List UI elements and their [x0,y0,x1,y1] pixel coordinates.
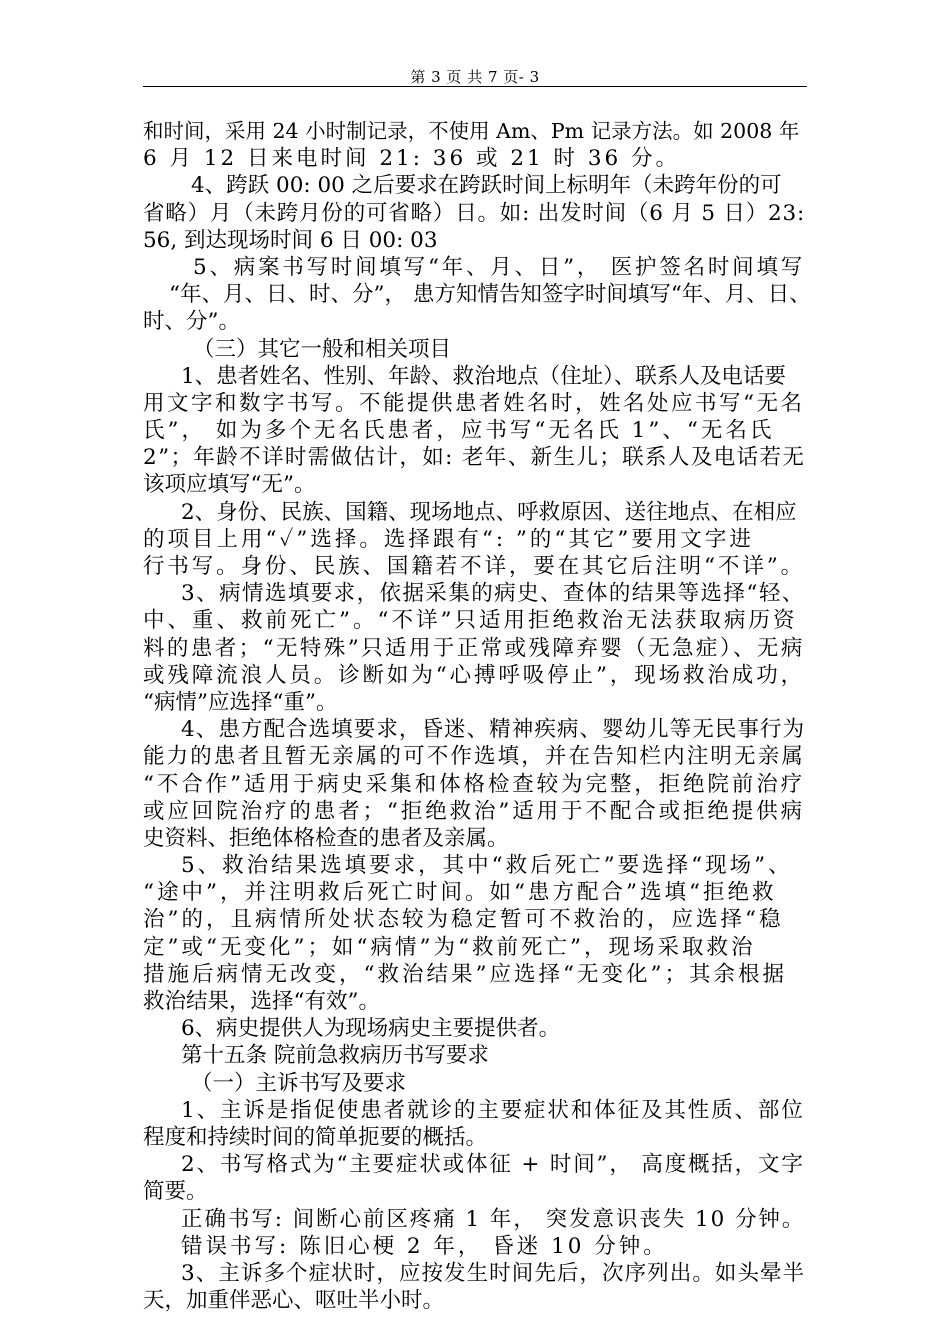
text-line: 3、主诉多个症状时，应按发生时间先后，次序列出。如头晕半 [181,1260,806,1286]
text-line: （一）主诉书写及要求 [191,1070,407,1096]
text-line: 治”的，且病情所处状态较为稳定暂可不救治的，应选择“稳 [143,907,784,933]
text-line: 正确书写: 间断心前区疼痛 1 年， 突发意识丧失 10 分钟。 [181,1206,806,1232]
text-line: 的项目上用“✓”选择。选择跟有“: ”的“其它”要用文字进 [143,526,754,552]
text-line: 简要。 [143,1179,208,1205]
text-line: 1、主诉是指促使患者就诊的主要症状和体征及其性质、部位 [181,1097,805,1123]
text-line: 用文字和数字书写。不能提供患者姓名时，姓名处应书写“无名 [143,390,805,416]
text-line: 定”或“无变化”；如“病情”为“救前死亡”，现场采取救治 [143,934,756,960]
text-line: “年、月、日、时、分”， 患方知情告知签字时间填写“年、月、日、 [169,282,811,308]
text-line: 或应回院治疗的患者；“拒绝救治”适用于不配合或拒绝提供病 [143,798,805,824]
text-line: 2、书写格式为“主要症状或体征 + 时间”， 高度概括，文字 [181,1152,805,1178]
text-line: 2”；年龄不详时需做估计，如: 老年、新生儿；联系人及电话若无 [143,445,806,471]
text-line: 或残障流浪人员。诊断如为“心搏呼吸停止”，现场救治成功， [143,662,805,688]
text-line: 6、病史提供人为现场病史主要提供者。 [181,1016,561,1042]
text-line: 第十五条 院前急救病历书写要求 [181,1043,489,1069]
text-line: 6 月 12 日来电时间 21: 36 或 21 时 36 分。 [143,146,681,172]
header-rule [143,86,807,87]
text-line: 料的患者；“无特殊”只适用于正常或残障弃婴（无急症）、无病 [143,635,805,661]
text-line: “病情”应选择“重”。 [143,689,338,715]
document-body [143,118,811,1314]
text-line: 时、分”。 [143,309,240,335]
text-line: 56, 到达现场时间 6 日 00: 03 [143,227,438,253]
text-line: 行书写。身份、民族、国籍若不详，要在其它后注明“不详”。 [143,554,805,579]
text-line: 能力的患者且暂无亲属的可不作选填，并在告知栏内注明无亲属 [143,744,806,770]
text-line: “不合作”适用于病史采集和体格检查较为完整，拒绝院前治疗 [143,771,805,797]
text-line: “途中”，并注明救后死亡时间。如“患方配合”选填“拒绝救 [143,880,777,906]
text-line: 救治结果，选择“有效”。 [143,989,380,1014]
page-number-header: 第 3 页 共 7 页- 3 [410,68,540,86]
text-line: 该项应填写“无”。 [143,472,316,498]
text-line: 和时间，采用 24 小时制记录，不使用 Am、Pm 记录方法。如 2008 年 [143,119,800,143]
text-line: 氏”， 如为多个无名氏患者，应书写“无名氏 1”、“无名氏 [143,418,775,444]
text-line: 省略）月（未跨月份的可省略）日。如: 出发时间（6 月 5 日）23: [143,200,806,226]
text-line: 史资料、拒绝体格检查的患者及亲属。 [143,825,509,851]
text-line: 5、救治结果选填要求，其中“救后死亡”要选择“现场”、 [181,853,793,879]
text-line: 2、身份、民族、国籍、现场地点、呼救原因、送往地点、在相应 [181,499,797,525]
text-line: 程度和持续时间的简单扼要的概括。 [143,1124,488,1150]
text-line: （三）其它一般和相关项目 [193,336,452,362]
text-line: 4、跨跃 00: 00 之后要求在跨跃时间上标明年（未跨年份的可 [191,173,782,199]
text-line: 天，加重伴恶心、呕吐半小时。 [143,1288,445,1314]
text-line: 错误书写: 陈旧心梗 2 年， 昏迷 10 分钟。 [181,1233,668,1259]
text-line: 1、患者姓名、性别、年龄、救治地点（住址）、联系人及电话要 [181,363,786,389]
text-line: 中、重、救前死亡”。“不详”只适用拒绝救治无法获取病历资 [143,608,798,634]
text-line: 5、病案书写时间填写“年、月、日”， 医护签名时间填写 [193,254,805,280]
text-line: 3、病情选填要求，依据采集的病史、查体的结果等选择“轻、 [181,581,805,607]
text-line: 措施后病情无改变，“救治结果”应选择“无变化”；其余根据 [143,961,787,987]
text-line: 4、患方配合选填要求，昏迷、精神疾病、婴幼儿等无民事行为 [181,717,806,743]
